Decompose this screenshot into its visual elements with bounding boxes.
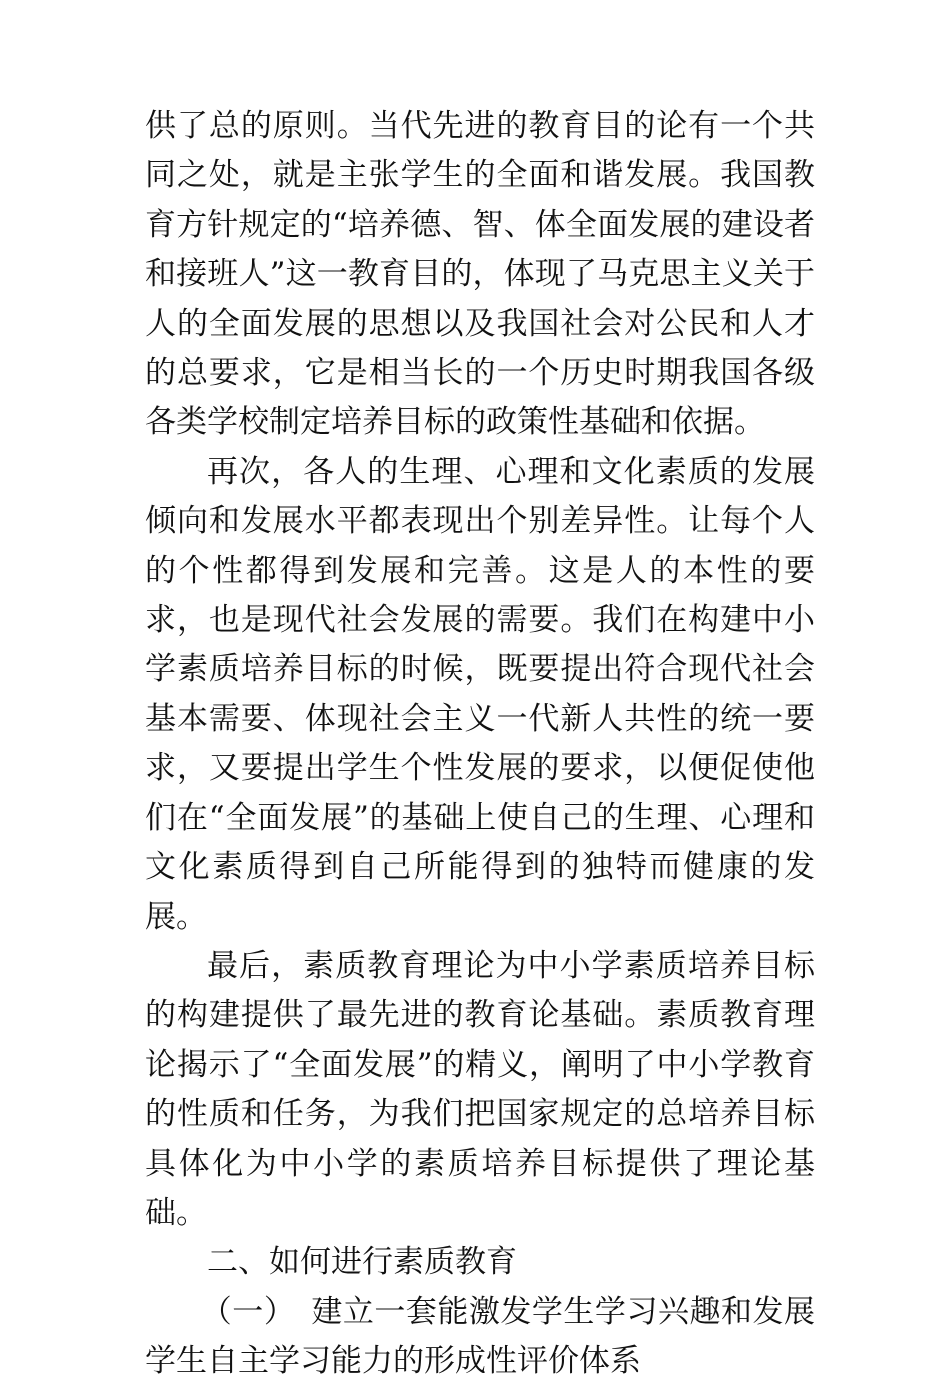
document-body	[145, 102, 815, 1387]
paragraph-principle: 供了总的原则。当代先进的教育目的论有一个共同之处，就是主张学生的全面和谐发展。我国教育方针规定的“培养德、智、体全面发展的建设者和接班人”这一教育目的，体现了马克思主义关于人的全面发展的思想以及我国社会对公民和人才的总要求，它是相当长的一个历史时期我国各级各类学校制定培养目标的政策性基础和依据。	[145, 108, 815, 441]
section-heading: 二、如何进行素质教育	[207, 1244, 517, 1281]
paragraph-quality-education-theory: 最后，素质教育理论为中小学素质培养目标的构建提供了最先进的教育论基础。素质教育理论揭示了“全面发展”的精义，阐明了中小学教育的性质和任务，为我们把国家规定的总培养目标具体化为中小学的素质培养目标提供了理论基础。	[145, 947, 815, 1231]
paragraph-individual-differences: 再次，各人的生理、心理和文化素质的发展倾向和发展水平都表现出个别差异性。让每个人的个性都得到发展和完善。这是人的本性的要求，也是现代社会发展的需要。我们在构建中小学素质培养目标的时候，既要提出符合现代社会基本需要、体现社会主义一代新人共性的统一要求，又要提出学生个性发展的要求，以便促使他们在“全面发展”的基础上使自己的生理、心理和文化素质得到自己所能得到的独特而健康的发展。	[145, 453, 815, 935]
subsection-heading: （一） 建立一套能激发学生学习兴趣和发展学生自主学习能力的形成性评价体系	[145, 1293, 815, 1380]
